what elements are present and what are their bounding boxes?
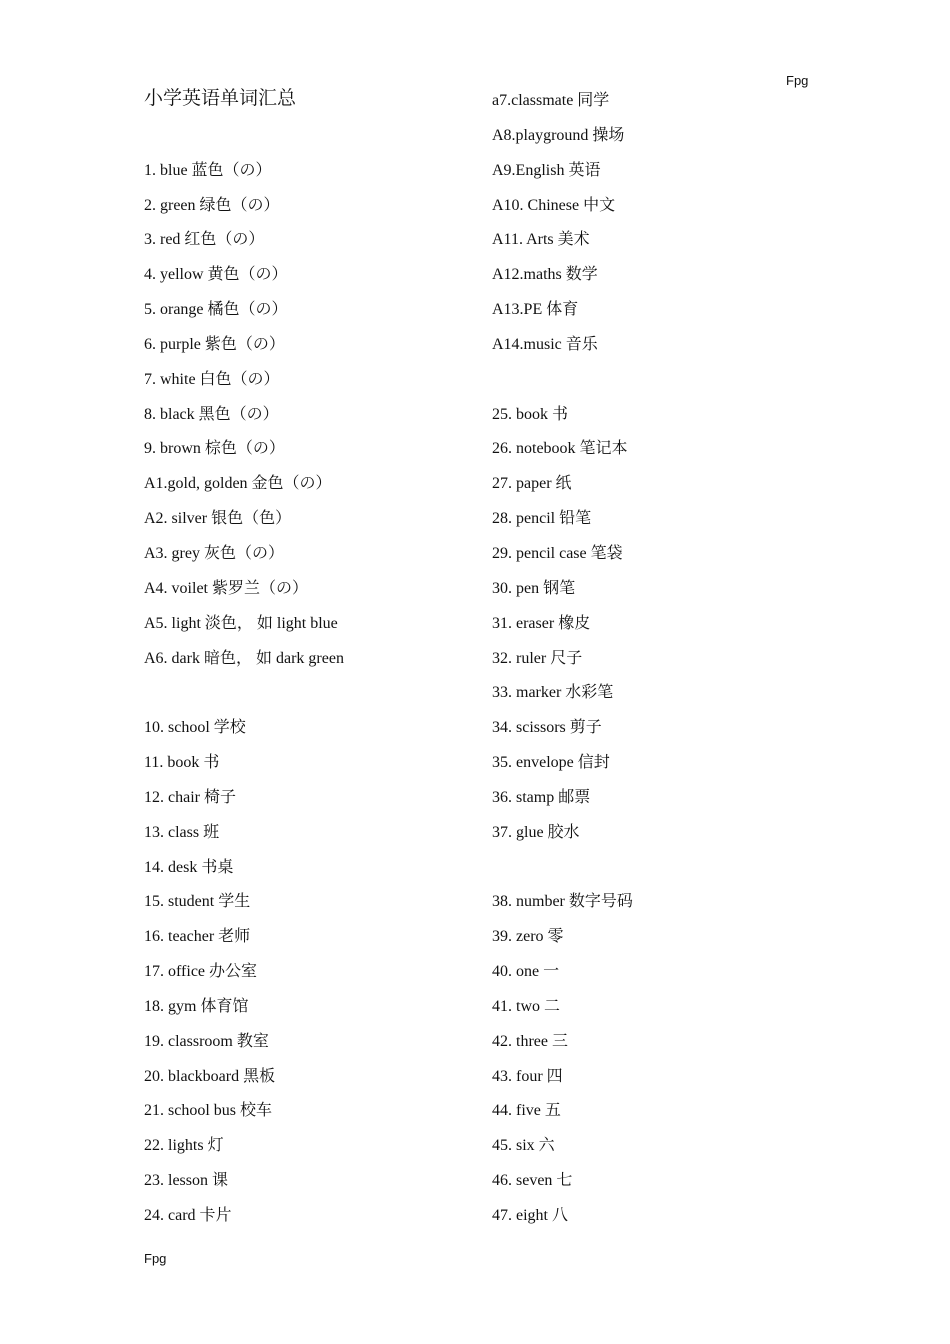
blank-line xyxy=(492,851,822,886)
vocab-line: 20. blackboard 黑板 xyxy=(144,1067,276,1085)
vocab-line: 25. book 书 xyxy=(492,405,569,423)
right-column xyxy=(492,84,822,1234)
vocab-line: A1.gold, golden 金色（の） xyxy=(144,475,332,493)
vocab-line: 28. pencil 铅笔 xyxy=(492,510,592,528)
running-header: Fpg xyxy=(786,73,809,88)
left-column xyxy=(144,84,474,1234)
vocab-line: 7. white 白色（の） xyxy=(144,370,280,388)
vocab-line: 6. purple 紫色（の） xyxy=(144,335,285,353)
vocab-line: 33. marker 水彩笔 xyxy=(492,684,614,702)
vocab-line: 10. school 学校 xyxy=(144,719,246,737)
vocab-line: 17. office 办公室 xyxy=(144,963,258,981)
vocab-line: 23. lesson 课 xyxy=(144,1172,229,1190)
document-title: 小学英语单词汇总 xyxy=(144,88,297,109)
vocab-line: 3. red 红色（の） xyxy=(144,231,265,249)
vocab-line: 22. lights 灯 xyxy=(144,1137,224,1155)
vocab-line: 32. ruler 尺子 xyxy=(492,649,583,667)
vocab-line: 21. school bus 校车 xyxy=(144,1102,273,1120)
vocab-line: 13. class 班 xyxy=(144,823,220,841)
vocab-line: 26. notebook 笔记本 xyxy=(492,440,628,458)
vocab-line: 30. pen 钢笔 xyxy=(492,579,576,597)
vocab-line: 46. seven 七 xyxy=(492,1172,573,1190)
vocab-line: a7.classmate 同学 xyxy=(492,92,610,109)
vocab-line: 39. zero 零 xyxy=(492,928,564,946)
vocab-line: 24. card 卡片 xyxy=(144,1207,232,1224)
vocab-line: 12. chair 椅子 xyxy=(144,788,236,806)
vocab-line: 19. classroom 教室 xyxy=(144,1032,269,1050)
vocab-line: A11. Arts 美术 xyxy=(492,231,590,249)
blank-line xyxy=(492,363,822,398)
vocab-line: A4. voilet 紫罗兰（の） xyxy=(144,579,308,597)
vocab-line: 47. eight 八 xyxy=(492,1207,568,1224)
vocab-line: 18. gym 体育馆 xyxy=(144,997,249,1015)
vocab-line: A10. Chinese 中文 xyxy=(492,196,616,214)
vocab-line: 45. six 六 xyxy=(492,1137,555,1155)
vocab-line: 31. eraser 橡皮 xyxy=(492,614,591,632)
vocab-line: 37. glue 胶水 xyxy=(492,823,580,841)
vocab-line: 1. blue 蓝色（の） xyxy=(144,161,272,179)
vocab-line: A14.music 音乐 xyxy=(492,335,598,353)
vocab-line: 2. green 绿色（の） xyxy=(144,196,280,214)
vocab-line: 44. five 五 xyxy=(492,1102,561,1120)
vocab-line: 5. orange 橘色（の） xyxy=(144,301,288,319)
vocab-line: 41. two 二 xyxy=(492,997,561,1015)
running-footer: Fpg xyxy=(144,1251,167,1266)
vocab-line: A8.playground 操场 xyxy=(492,126,625,144)
vocab-line: 38. number 数字号码 xyxy=(492,893,633,911)
blank-line xyxy=(144,676,474,711)
vocab-line: 40. one 一 xyxy=(492,963,560,981)
vocab-line: A2. silver 银色（色） xyxy=(144,510,292,528)
vocab-line: 29. pencil case 笔袋 xyxy=(492,544,623,562)
vocab-line: A12.maths 数学 xyxy=(492,266,598,284)
vocab-line: 34. scissors 剪子 xyxy=(492,719,602,737)
vocab-line: 9. brown 棕色（の） xyxy=(144,440,285,458)
vocab-line: 36. stamp 邮票 xyxy=(492,788,591,806)
vocab-line: 14. desk 书桌 xyxy=(144,858,234,876)
vocab-line: 8. black 黑色（の） xyxy=(144,405,279,423)
vocab-line: 42. three 三 xyxy=(492,1032,568,1050)
vocab-line: A3. grey 灰色（の） xyxy=(144,544,284,562)
vocab-line: A5. light 淡色， 如 light blue xyxy=(144,614,338,632)
vocab-line: 11. book 书 xyxy=(144,754,220,772)
blank-line xyxy=(144,119,474,154)
vocab-line: A9.English 英语 xyxy=(492,161,601,179)
vocab-line: 43. four 四 xyxy=(492,1067,563,1085)
vocab-line: 35. envelope 信封 xyxy=(492,754,610,772)
vocab-line: 15. student 学生 xyxy=(144,893,251,911)
vocab-line: A13.PE 体育 xyxy=(492,301,579,319)
vocab-line: 4. yellow 黄色（の） xyxy=(144,266,288,284)
vocab-line: A6. dark 暗色， 如 dark green xyxy=(144,649,344,667)
vocab-line: 16. teacher 老师 xyxy=(144,928,251,946)
vocab-line: 27. paper 纸 xyxy=(492,475,572,493)
